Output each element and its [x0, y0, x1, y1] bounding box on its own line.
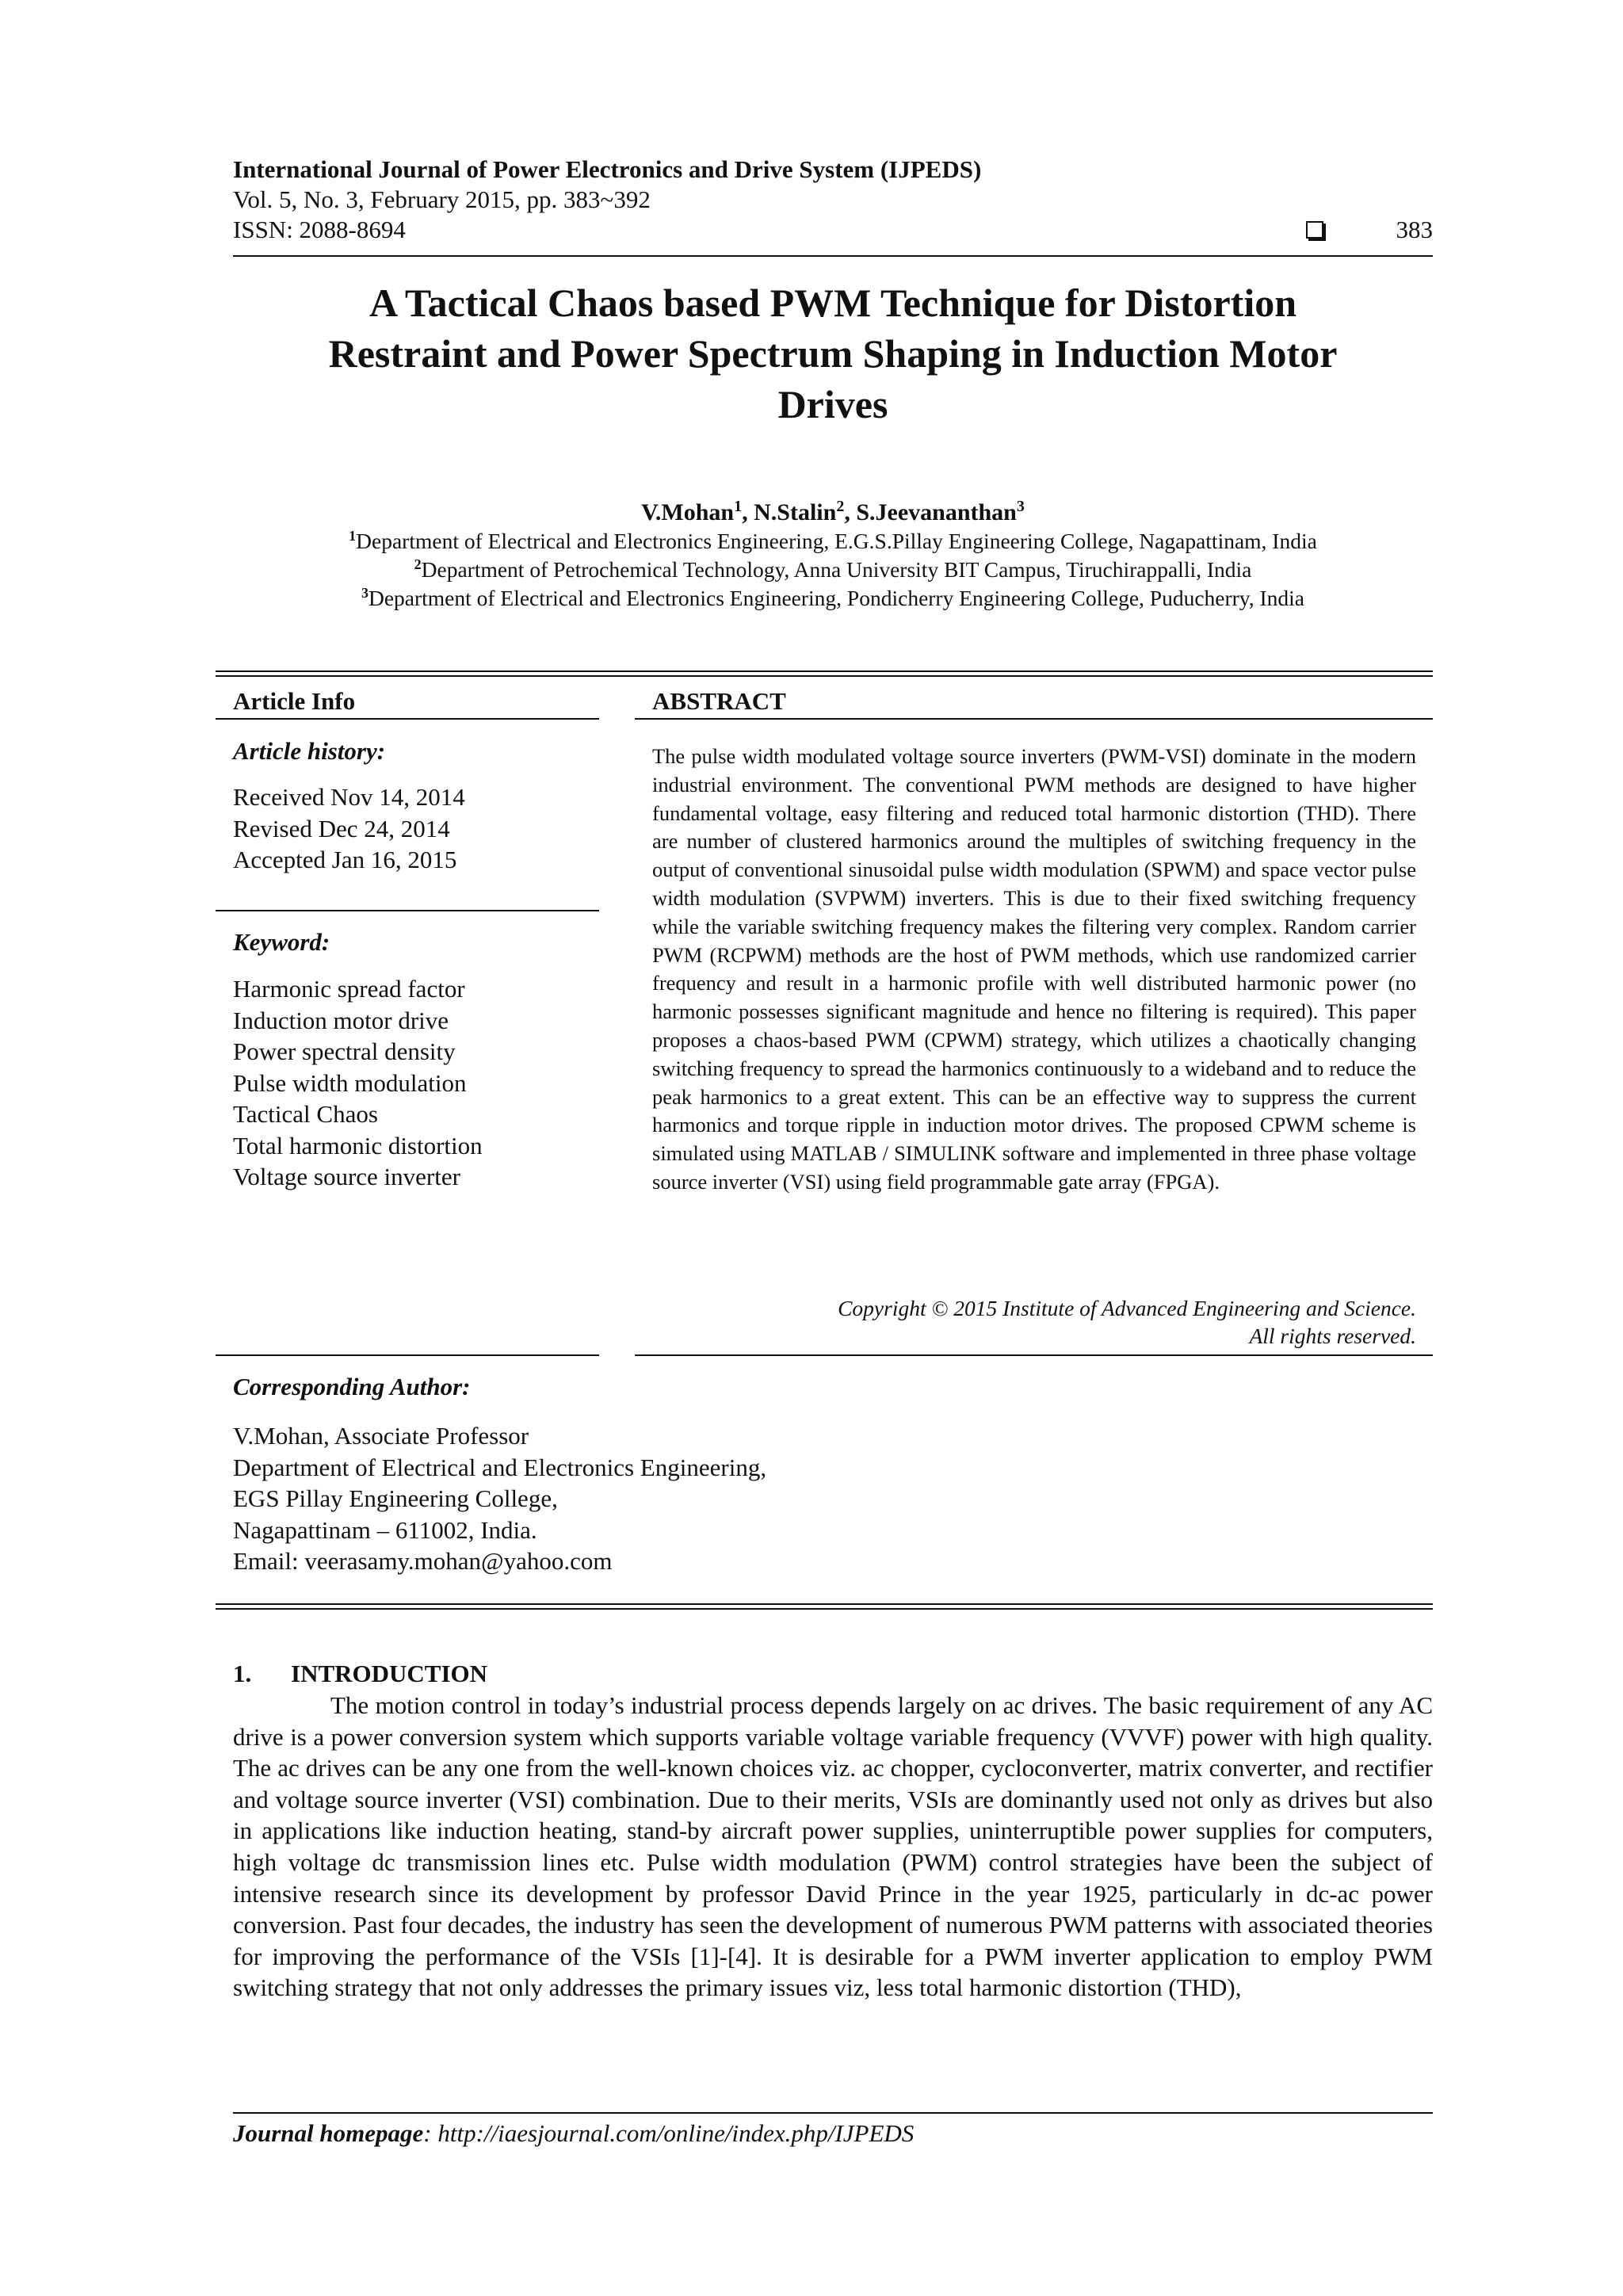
paper-title: [233, 277, 1433, 430]
title-line: A Tactical Chaos based PWM Technique for Distortion: [369, 281, 1297, 325]
copyright-line: All rights reserved.: [1249, 1324, 1416, 1348]
header-divider: [233, 255, 1433, 257]
keyword-item: Tactical Chaos: [233, 1100, 378, 1128]
corresponding-author-heading: Corresponding Author:: [233, 1373, 471, 1400]
article-history-heading: Article history:: [233, 737, 386, 765]
article-info-heading: Article Info: [233, 687, 356, 715]
corresponding-line: V.Mohan, Associate Professor: [233, 1422, 529, 1450]
history-item: Accepted Jan 16, 2015: [233, 846, 457, 873]
copyright-line: Copyright © 2015 Institute of Advanced Engineering and Science.: [838, 1296, 1416, 1320]
homepage-label: Journal homepage: [233, 2119, 424, 2147]
title-line: Drives: [777, 382, 888, 426]
author-name: S.Jeevananthan: [856, 499, 1017, 525]
corresponding-line: Nagapattinam – 611002, India.: [233, 1515, 537, 1544]
history-item: Revised Dec 24, 2014: [233, 814, 450, 842]
keyword-item: Voltage source inverter: [233, 1163, 460, 1190]
author-sep: ,: [844, 499, 857, 525]
corresponding-email: Email: veerasamy.mohan@yahoo.com: [233, 1547, 613, 1575]
keyword-item: Power spectral density: [233, 1037, 456, 1065]
square-bullet-icon: [1306, 221, 1323, 239]
section-title: INTRODUCTION: [291, 1660, 488, 1687]
abstract-heading: ABSTRACT: [652, 687, 786, 715]
abstract-bottom-rule: [635, 1354, 1433, 1356]
article-history-list: [233, 781, 465, 876]
journal-name: International Journal of Power Electronics and Drive System (IJPEDS): [233, 155, 982, 183]
author-sep: ,: [742, 499, 754, 525]
affiliation-text: Department of Electrical and Electronics Engineering, Pondicherry Engineering College, Puducherry, India: [368, 586, 1305, 611]
journal-volume: Vol. 5, No. 3, February 2015, pp. 383~392: [233, 185, 651, 213]
info-bottom-rule: [216, 1354, 599, 1356]
homepage-separator: :: [423, 2119, 438, 2147]
corresponding-line: EGS Pillay Engineering College,: [233, 1484, 558, 1512]
affiliation-text: Department of Petrochemical Technology, Anna University BIT Campus, Tiruchirappalli, India: [421, 557, 1252, 583]
title-line: Restraint and Power Spectrum Shaping in Induction Motor: [328, 331, 1338, 376]
section-number: 1.: [233, 1660, 252, 1687]
author-sup: 2: [836, 498, 845, 515]
journal-homepage: [233, 2118, 914, 2149]
author-name: V.Mohan: [641, 499, 735, 525]
page-number: 383: [1396, 216, 1433, 243]
affiliation-text: Department of Electrical and Electronics Engineering, E.G.S.Pillay Engineering College, Nagapattinam, India: [356, 529, 1317, 554]
affiliation: [233, 579, 1433, 613]
history-rule: [216, 910, 599, 911]
corresponding-author-details: [233, 1420, 766, 1577]
author-sup: 3: [1016, 498, 1025, 515]
corresponding-line: Department of Electrical and Electronics Engineering,: [233, 1453, 767, 1481]
block-top-double-rule: [216, 670, 1433, 677]
author-sup: 1: [734, 498, 743, 515]
homepage-link[interactable]: http://iaesjournal.com/online/index.php/IJPEDS: [437, 2119, 915, 2147]
journal-issn: ISSN: 2088-8694: [233, 216, 406, 243]
affiliation-sup: 3: [361, 585, 369, 601]
keyword-item: Harmonic spread factor: [233, 975, 465, 1003]
block-bottom-double-rule: [216, 1603, 1433, 1610]
history-item: Received Nov 14, 2014: [233, 783, 465, 811]
abstract-rule: [635, 718, 1433, 720]
affiliation-sup: 2: [414, 556, 422, 572]
keyword-list: [233, 973, 483, 1193]
author-name: N.Stalin: [754, 499, 837, 525]
keyword-item: Induction motor drive: [233, 1006, 449, 1034]
footer-divider: [233, 2112, 1433, 2114]
abstract-text: The pulse width modulated voltage source inverters (PWM-VSI) dominate in the modern industrial environment. The conventional PWM methods are designed to have higher fundamental voltage, easy filtering and reduced total harmonic distortion (THD). There are number of clustered harmonics around the multiples of switching frequency in the output of conventional sinusoidal pulse width modulation (SPWM) and space vector pulse width modulation (SVPWM) inverters. This is due to their fixed switching frequency while the variable switching frequency makes the filtering very complex. Random carrier PWM (RCPWM) methods are the host of PWM methods, which use randomized carrier frequency and result in a harmonic profile with well distributed harmonic power (no harmonic possesses significant magnitude and hence no filtering is required). This paper proposes a chaos-based PWM (CPWM) strategy, which utilizes a chaotically changing switching frequency to spread the harmonics continuously to a wideband and to reduce the peak harmonics to a great extent. This can be an effective way to suppress the current harmonics and torque ripple in induction motor drives. The proposed CPWM scheme is simulated using MATLAB / SIMULINK software and implemented in three phase voltage source inverter (VSI) using field programmable gate array (FPGA).: [652, 744, 1416, 1194]
keyword-item: Total harmonic distortion: [233, 1131, 483, 1159]
affiliation-sup: 1: [349, 528, 357, 544]
copyright-notice: [652, 1294, 1416, 1350]
keyword-item: Pulse width modulation: [233, 1068, 467, 1097]
keyword-heading: Keyword:: [233, 928, 330, 956]
article-info-rule: [216, 718, 599, 720]
introduction-paragraph: The motion control in today’s industrial process depends largely on ac drives. The basic requirement of any AC drive is a power conversion system which supports variable voltage variable frequency (VVVF) power with high quality. The ac drives can be any one from the well-known choices viz. ac chopper, cycloconverter, matrix converter, and rectifier and voltage source inverter (VSI) combination. Due to their merits, VSIs are dominantly used not only as drives but also in applications like induction heating, stand-by aircraft power supplies, uninterruptible power supplies for computers, high voltage dc transmission lines etc. Pulse width modulation (PWM) control strategies have been the subject of intensive research since its development by professor David Prince in the year 1925, particularly in dc-ac power conversion. Past four decades, the industry has seen the development of numerous PWM patterns with associated theories for improving the performance of the VSIs [1]-[4]. It is desirable for a PWM inverter application to employ PWM switching strategy that not only addresses the primary issues viz, less total harmonic distortion (THD),: [233, 1691, 1433, 2002]
